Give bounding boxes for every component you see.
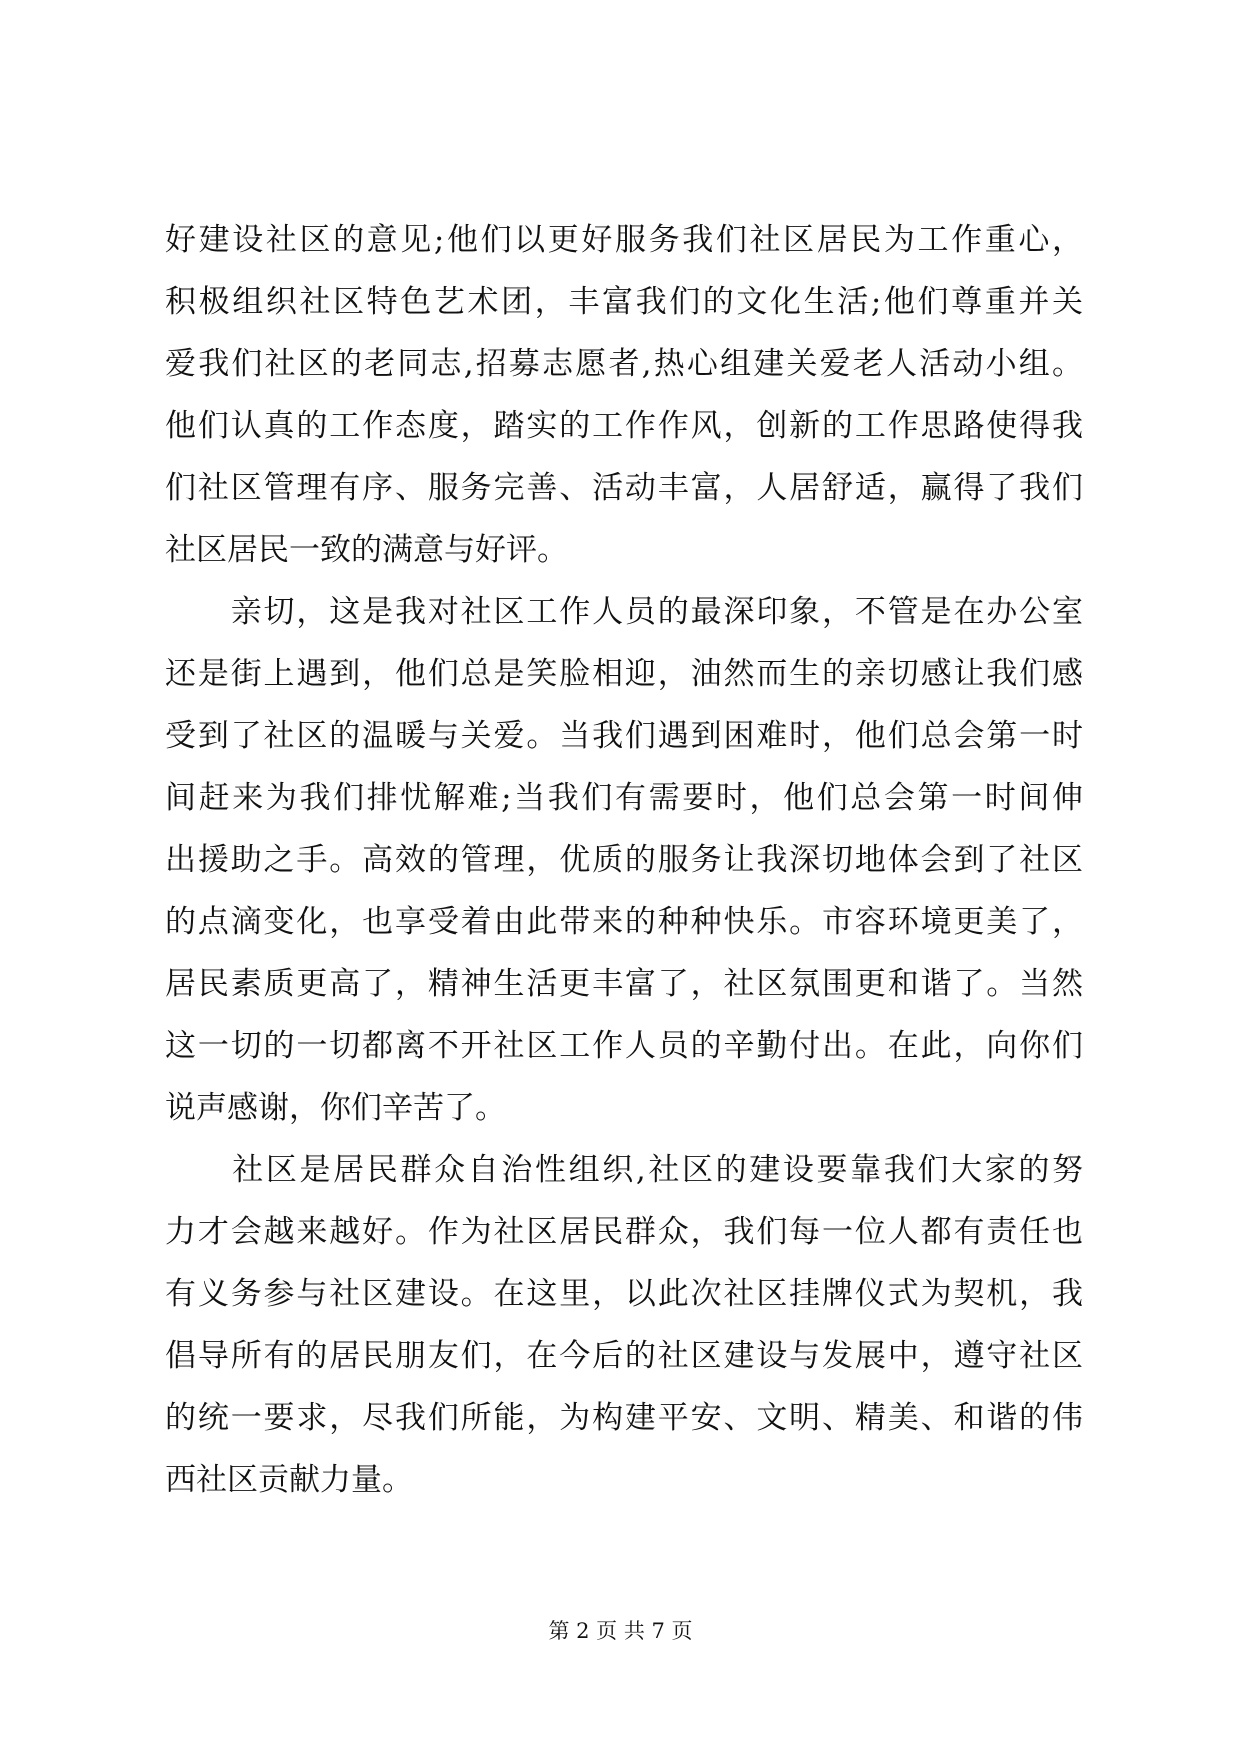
paragraph-1 — [165, 209, 1083, 581]
text-line: 这一切的一切都离不开社区工作人员的辛勤付出。在此，向你们 — [165, 1028, 1083, 1064]
text-line: 亲切，这是我对社区工作人员的最深印象，不管是在办公室 — [165, 594, 1083, 630]
text-line: 好建设社区的意见;他们以更好服务我们社区居民为工作重心， — [165, 222, 1083, 258]
text-line: 说声感谢，你们辛苦了。 — [165, 1090, 506, 1126]
document-body — [165, 209, 1083, 1511]
text-line: 居民素质更高了，精神生活更丰富了，社区氛围更和谐了。当然 — [165, 966, 1083, 1002]
text-line: 有义务参与社区建设。在这里，以此次社区挂牌仪式为契机，我 — [165, 1276, 1083, 1312]
text-line: 社区是居民群众自治性组织,社区的建设要靠我们大家的努 — [165, 1152, 1083, 1188]
text-line: 还是街上遇到，他们总是笑脸相迎，油然而生的亲切感让我们感 — [165, 656, 1083, 692]
paragraph-2 — [165, 581, 1083, 1139]
text-line: 倡导所有的居民朋友们，在今后的社区建设与发展中，遵守社区 — [165, 1338, 1083, 1374]
text-line: 的统一要求，尽我们所能，为构建平安、文明、精美、和谐的伟 — [165, 1400, 1083, 1436]
text-line: 社区居民一致的满意与好评。 — [165, 532, 568, 568]
text-line: 西社区贡献力量。 — [165, 1462, 413, 1498]
text-line: 间赶来为我们排忧解难;当我们有需要时，他们总会第一时间伸 — [165, 780, 1083, 816]
text-line: 力才会越来越好。作为社区居民群众，我们每一位人都有责任也 — [165, 1214, 1083, 1250]
text-line: 他们认真的工作态度，踏实的工作作风，创新的工作思路使得我 — [165, 408, 1083, 444]
text-line: 受到了社区的温暖与关爱。当我们遇到困难时，他们总会第一时 — [165, 718, 1083, 754]
text-line: 的点滴变化，也享受着由此带来的种种快乐。市容环境更美了， — [165, 904, 1083, 940]
text-line: 出援助之手。高效的管理，优质的服务让我深切地体会到了社区 — [165, 842, 1083, 878]
paragraph-3 — [165, 1139, 1083, 1511]
text-line: 们社区管理有序、服务完善、活动丰富，人居舒适，赢得了我们 — [165, 470, 1083, 506]
page-number: 第 2 页 共 7 页 — [548, 1619, 693, 1643]
text-line: 积极组织社区特色艺术团，丰富我们的文化生活;他们尊重并关 — [165, 284, 1083, 320]
text-line: 爱我们社区的老同志,招募志愿者,热心组建关爱老人活动小组。 — [165, 346, 1083, 382]
